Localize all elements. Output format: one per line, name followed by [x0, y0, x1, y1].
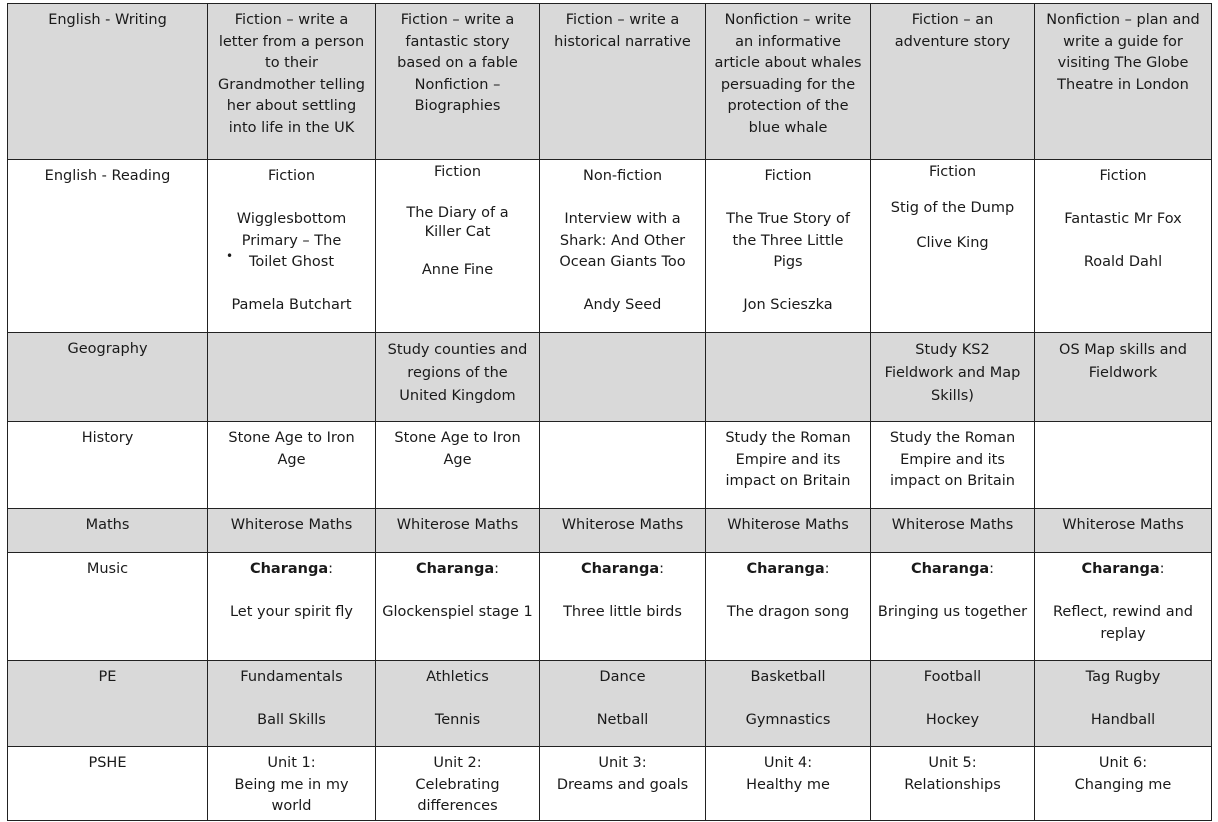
cell-text: Killer Cat: [424, 224, 491, 240]
pshe-cell-1: [208, 747, 376, 821]
history-cell-6: [1035, 422, 1212, 509]
cell-text: Dance: [599, 669, 646, 685]
maths-cell-4: [706, 509, 871, 553]
writing-cell-2: [376, 4, 540, 160]
music-cell-4: [706, 553, 871, 661]
cell-text: Handball: [1090, 712, 1156, 728]
cell-text: Roald Dahl: [1083, 254, 1163, 270]
cell-text: Clive King: [916, 235, 989, 251]
cell-text: Whiterose Maths: [727, 517, 849, 533]
history-cell-1: [208, 422, 376, 509]
row-geography: [8, 333, 1212, 422]
cell-text: differences: [417, 798, 498, 814]
cell-text: an informative: [735, 33, 841, 50]
maths-cell-5: [871, 509, 1035, 553]
cell-text: adventure story: [894, 33, 1011, 50]
music-cell-6: [1035, 553, 1212, 661]
cell-text: impact on Britain: [725, 473, 851, 489]
writing-cell-1: [208, 4, 376, 160]
cell-text: :: [1159, 561, 1165, 577]
subject-label: Maths: [85, 517, 130, 533]
cell-text: Gymnastics: [745, 712, 831, 728]
cell-heading: Charanga: [910, 561, 990, 577]
cell-text: Ball Skills: [257, 712, 326, 728]
cell-text: Unit 2:: [433, 755, 482, 771]
music-cell-3: [540, 553, 706, 661]
pshe-cell-5: [871, 747, 1035, 821]
pe-cell-5: [871, 661, 1035, 747]
cell-text: Whiterose Maths: [891, 517, 1014, 533]
cell-text: Whiterose Maths: [230, 517, 353, 533]
cell-text: Anne Fine: [421, 261, 494, 278]
subject-label: PE: [98, 669, 117, 685]
cell-text: visiting The Globe: [1057, 55, 1189, 71]
history-cell-5: [871, 422, 1035, 509]
geography-cell-3: [540, 333, 706, 422]
cell-text: Fieldwork: [1088, 365, 1158, 381]
row-maths: [8, 509, 1212, 553]
cell-text: Fiction: [1099, 168, 1147, 184]
cell-text: persuading for the: [720, 76, 856, 93]
subject-label: History: [81, 430, 134, 446]
cell-text: to their: [265, 55, 318, 71]
cell-text: Tennis: [434, 712, 481, 728]
cell-text: Stone Age to Iron: [394, 430, 521, 446]
cell-text: Unit 5:: [928, 755, 977, 771]
geography-cell-2: [376, 333, 540, 422]
subject-label: English - Reading: [44, 168, 171, 184]
cell-text: Skills): [931, 388, 974, 404]
history-cell-4: [706, 422, 871, 509]
subject-cell: [8, 160, 208, 333]
cell-text: Andy Seed: [583, 297, 662, 313]
cell-text: Fiction: [433, 164, 482, 180]
cell-text: replay: [1100, 625, 1146, 642]
cell-text: Hockey: [925, 712, 980, 728]
cell-text: Grandmother telling: [218, 76, 365, 93]
cell-text: Let your spirit fly: [229, 604, 354, 620]
cell-text: Biographies: [414, 98, 501, 114]
cell-heading: Charanga: [415, 561, 495, 577]
subject-cell: [8, 4, 208, 160]
cell-text: her about settling: [226, 98, 357, 114]
geography-cell-5: [871, 333, 1035, 422]
pshe-cell-4: [706, 747, 871, 821]
cell-text: OS Map skills and: [1059, 342, 1187, 358]
pe-cell-4: [706, 661, 871, 747]
history-cell-3: [540, 422, 706, 509]
cell-text: into life in the UK: [228, 119, 355, 136]
pe-cell-6: [1035, 661, 1212, 747]
subject-label: Music: [86, 561, 129, 577]
cell-text: Netball: [596, 712, 649, 728]
cell-text: Study counties and: [387, 342, 528, 358]
reading-cell-4: [706, 160, 871, 333]
cell-text: Reflect, rewind and: [1052, 604, 1193, 620]
reading-cell-3: [540, 160, 706, 333]
cell-text: Being me in my world: [234, 776, 349, 814]
subject-cell: [8, 747, 208, 821]
cell-text: Three little birds: [563, 604, 682, 620]
cell-text: Healthy me: [746, 776, 830, 793]
cell-text: Primary – The: [241, 232, 342, 249]
row-music: [8, 553, 1212, 661]
subject-label: PSHE: [88, 755, 127, 771]
maths-cell-1: [208, 509, 376, 553]
cell-text: Dreams and goals: [556, 776, 689, 793]
subject-cell: [8, 509, 208, 553]
writing-cell-6: [1035, 4, 1212, 160]
cell-text: Fieldwork and Map: [884, 365, 1021, 381]
cell-text: Fiction: [764, 168, 812, 184]
cell-text: Unit 1:: [267, 755, 316, 771]
pe-cell-3: [540, 661, 706, 747]
writing-cell-3: [540, 4, 706, 160]
cell-text: Fiction: [267, 168, 316, 184]
cell-text: regions of the: [407, 365, 508, 381]
reading-cell-5: [871, 160, 1035, 333]
cell-text: Ocean Giants Too: [559, 254, 686, 270]
subject-label: Geography: [67, 341, 148, 357]
cell-text: Fantastic Mr Fox: [1064, 211, 1182, 227]
cell-text: Fundamentals: [240, 669, 343, 685]
cell-text: Pigs: [773, 254, 803, 270]
subject-cell: [8, 422, 208, 509]
cell-text: fantastic story: [405, 33, 510, 50]
writing-cell-5: [871, 4, 1035, 160]
pshe-cell-3: [540, 747, 706, 821]
cell-text: Fiction – write a: [234, 12, 349, 28]
music-cell-2: [376, 553, 540, 661]
cell-heading: Charanga: [249, 561, 329, 577]
cell-text: Glockenspiel stage 1: [382, 604, 533, 620]
cell-text: The dragon song: [726, 604, 850, 620]
cell-text: The Diary of a: [406, 205, 509, 221]
history-cell-2: [376, 422, 540, 509]
cell-text: Non-fiction: [582, 168, 663, 184]
cell-text: Nonfiction –: [414, 76, 501, 93]
cell-text: write a guide for: [1063, 33, 1183, 50]
curriculum-table: [7, 3, 1212, 821]
geography-cell-6: [1035, 333, 1212, 422]
cell-heading: Charanga: [1081, 561, 1160, 577]
cell-text: Fiction: [928, 164, 977, 180]
subject-cell: [8, 661, 208, 747]
maths-cell-3: [540, 509, 706, 553]
cell-text: :: [328, 561, 334, 577]
cell-text: article about whales: [714, 55, 862, 71]
pshe-cell-6: [1035, 747, 1212, 821]
cell-text: Jon Scieszka: [743, 297, 833, 313]
cell-text: :: [824, 561, 830, 577]
cell-text: United Kingdom: [399, 388, 516, 404]
cell-text: Whiterose Maths: [561, 517, 684, 533]
cell-text: blue whale: [748, 119, 828, 136]
cell-text: Fiction – write a: [400, 12, 515, 28]
cell-text: impact on Britain: [890, 473, 1015, 489]
cell-text: Whiterose Maths: [396, 517, 519, 533]
cell-text: Relationships: [904, 776, 1001, 793]
cell-text: Fiction – write a: [565, 12, 680, 28]
music-cell-5: [871, 553, 1035, 661]
reading-cell-1: [208, 160, 376, 333]
cell-text: Age: [277, 451, 306, 468]
cell-text: Tag Rugby: [1085, 669, 1161, 685]
cell-text: Unit 6:: [1098, 755, 1148, 771]
cell-text: Unit 3:: [598, 755, 647, 771]
pe-cell-1: [208, 661, 376, 747]
cell-text: Nonfiction – write: [724, 12, 852, 28]
cell-text: Study KS2: [915, 342, 990, 358]
maths-cell-6: [1035, 509, 1212, 553]
cell-text: Empire and its: [900, 451, 1005, 468]
cell-text: the Three Little: [732, 232, 844, 249]
pe-cell-2: [376, 661, 540, 747]
cell-text: Theatre in London: [1057, 76, 1189, 93]
pshe-cell-2: [376, 747, 540, 821]
geography-cell-1: [208, 333, 376, 422]
cell-text: :: [659, 561, 665, 577]
cell-text: Study the Roman: [889, 430, 1016, 446]
cell-heading: Charanga: [580, 561, 660, 577]
cell-heading: Charanga: [746, 561, 825, 577]
cell-text: Nonfiction – plan and: [1046, 12, 1200, 28]
row-pe: [8, 661, 1212, 747]
cell-text: letter from a person: [218, 33, 365, 50]
cell-text: Toilet Ghost: [248, 254, 335, 270]
cell-text: Shark: And Other: [559, 232, 686, 249]
cell-text: :: [494, 561, 500, 577]
cell-text: Football: [923, 669, 982, 685]
cell-text: Study the Roman: [725, 430, 851, 446]
row-pshe: [8, 747, 1212, 821]
subject-label: English - Writing: [48, 12, 167, 28]
bullet-icon: •: [226, 249, 234, 263]
cell-text: Athletics: [426, 669, 489, 685]
cell-text: based on a fable: [397, 55, 518, 71]
subject-cell: [8, 333, 208, 422]
music-cell-1: [208, 553, 376, 661]
cell-text: The True Story of: [726, 211, 850, 227]
cell-text: Unit 4:: [763, 755, 813, 771]
cell-text: Changing me: [1074, 776, 1172, 793]
cell-text: Empire and its: [735, 451, 841, 468]
cell-text: protection of the: [727, 98, 849, 114]
cell-text: Stone Age to Iron: [228, 430, 355, 446]
writing-cell-4: [706, 4, 871, 160]
geography-cell-4: [706, 333, 871, 422]
cell-text: historical narrative: [554, 33, 691, 50]
cell-text: Fiction – an: [911, 12, 994, 28]
reading-cell-6: [1035, 160, 1212, 333]
cell-text: Stig of the Dump: [890, 199, 1015, 216]
cell-text: Interview with a: [564, 211, 681, 227]
row-english-writing: [8, 4, 1212, 160]
cell-text: Bringing us together: [877, 604, 1028, 620]
subject-cell: [8, 553, 208, 661]
cell-text: :: [989, 561, 995, 577]
reading-cell-2: [376, 160, 540, 333]
row-history: [8, 422, 1212, 509]
cell-text: Pamela Butchart: [231, 297, 352, 313]
cell-text: Wigglesbottom: [236, 211, 347, 227]
cell-text: Basketball: [750, 669, 826, 685]
cell-text: Whiterose Maths: [1062, 517, 1184, 533]
maths-cell-2: [376, 509, 540, 553]
cell-text: Age: [443, 451, 472, 468]
row-english-reading: [8, 160, 1212, 333]
cell-text: Celebrating: [415, 776, 500, 793]
